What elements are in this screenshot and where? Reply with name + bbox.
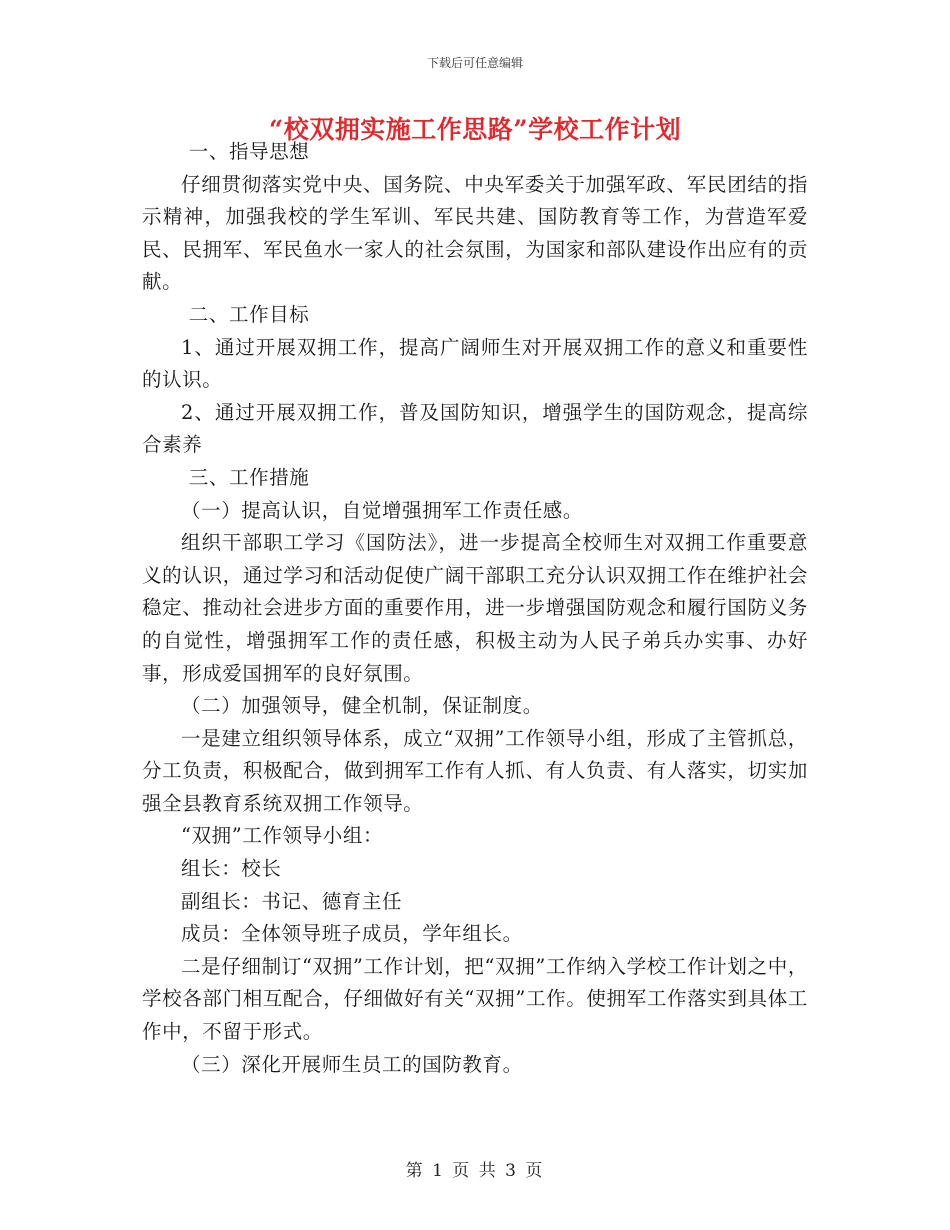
document-body — [142, 136, 808, 1081]
subheading-measure-2: （二）加强领导，健全机制，保证制度。 — [181, 694, 543, 718]
paragraph-guiding-ideology: 仔细贯彻落实党中央、国务院、中央军委关于加强军政、军民团结的指示精神，加强我校的学生军训、军民共建、国防教育等工作，为营造军爱民、民拥军、军民鱼水一家人的社会氛围，为国家和部队建设作出应有的贡献。 — [142, 172, 808, 294]
paragraph-goal-1: 1、通过开展双拥工作，提高广阔师生对开展双拥工作的意义和重要性的认识。 — [142, 335, 808, 392]
paragraph-measure-2-part-2: 二是仔细制订“双拥”工作计划，把“双拥”工作纳入学校工作计划之中，学校各部门相互配合，仔细做好有关“双拥”工作。使拥军工作落实到具体工作中，不留于形式。 — [142, 954, 808, 1044]
paragraph-goal-2: 2、通过开展双拥工作，普及国防知识，增强学生的国防观念，提高综合素养 — [142, 400, 808, 457]
paragraph-measure-1: 组织干部职工学习《国防法》，进一步提高全校师生对双拥工作重要意义的认识，通过学习和活动促使广阔干部职工充分认识双拥工作在维护社会稳定、推动社会进步方面的重要作用，进一步增强国防观念和履行国防义务的自觉性，增强拥军工作的责任感，积极主动为人民子弟兵办实事、办好事，形成爱国拥军的良好氛围。 — [142, 531, 808, 685]
page-number: 第 1 页 共 3 页 — [405, 1161, 545, 1181]
subheading-measure-3: （三）深化开展师生员工的国防教育。 — [181, 1052, 523, 1076]
paragraph-members: 成员：全体领导班子成员，学年组长。 — [181, 922, 523, 946]
subheading-measure-1: （一）提高认识，自觉增强拥军工作责任感。 — [181, 498, 584, 522]
section-heading-guiding-ideology: 一、指导思想 — [188, 140, 310, 163]
paragraph-leadership-group-title: “双拥”工作领导小组： — [181, 824, 384, 848]
paragraph-measure-2-part-1: 一是建立组织领导体系，成立“双拥”工作领导小组，形成了主管抓总，分工负责，积极配合，做到拥军工作有人抓、有人负责、有人落实，切实加强全县教育系统双拥工作领导。 — [142, 726, 808, 815]
document-title: “校双拥实施工作思路”学校工作计划 — [268, 115, 682, 144]
paragraph-deputy-leader: 副组长：书记、德育主任 — [181, 889, 403, 913]
section-heading-work-goals: 二、工作目标 — [188, 302, 310, 326]
page-header-note: 下载后可任意编辑 — [426, 56, 523, 70]
section-heading-work-measures: 三、工作措施 — [188, 465, 310, 489]
paragraph-group-leader: 组长：校长 — [181, 857, 282, 881]
